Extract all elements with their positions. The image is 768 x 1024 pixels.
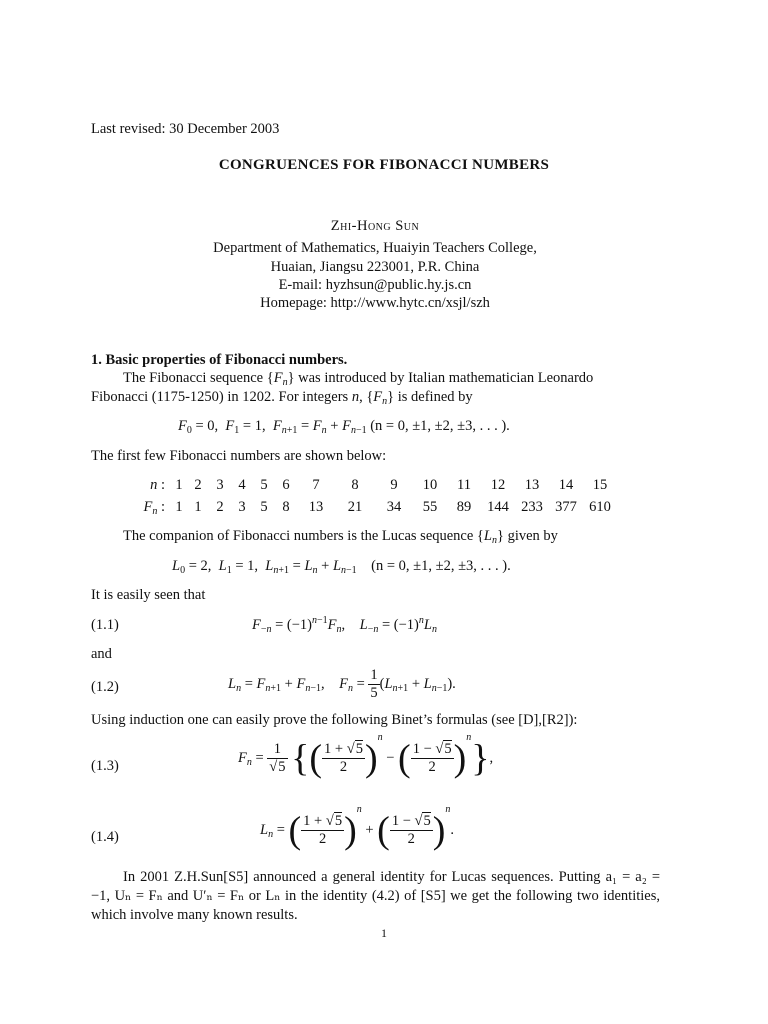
equation-label-1-1: (1.1) (91, 617, 119, 633)
page-number: 1 (381, 926, 387, 940)
intro-line-1: The Fibonacci sequence $\{F_n\}$ was introduced by Italian mathematician Leonardo (123, 370, 594, 388)
section-heading: 1. Basic properties of Fibonacci numbers. (91, 352, 348, 368)
equation-label-1-4: (1.4) (91, 829, 119, 845)
fibonacci-table (127, 474, 617, 518)
table-cell: 1 (175, 498, 183, 515)
table-label-fn: $F_n$ : (143, 498, 165, 517)
equation-1-1: $F_{-n} = (-1)^{n-1}F_n$, $L_{-n} = (-1)^nL_n$ (252, 615, 437, 635)
companion-text: The companion of Fibonacci numbers is the Lucas sequence $\{L_n\}$ given by (123, 528, 558, 546)
table-row-n (127, 474, 617, 496)
table-row-fn (127, 496, 617, 518)
table-cell: 8 (351, 476, 359, 493)
table-cell: 1 (175, 476, 183, 493)
first-few-text: The first few Fibonacci numbers are shown below: (91, 448, 387, 464)
table-cell: 14 (558, 476, 574, 493)
table-cell: 2 (194, 476, 202, 493)
recurrence-equation: $F_0 = 0$, $F_1 = 1$, $F_{n+1} = F_n + F_{n-1}$ (n = 0, ±1, ±2, ±3, . . . ). (178, 418, 510, 436)
table-cell: 5 (260, 476, 268, 493)
table-cell: 89 (456, 498, 472, 515)
table-cell: 8 (282, 498, 290, 515)
affiliation-homepage: Homepage: http://www.hytc.cn/xsjl/szh (260, 295, 490, 311)
equation-1-4: $L_n$ = ( $\frac{1 + √5}{2}$ )$^n$ + ( $\frac{1 - √5}{2}$ )$^n$. (260, 804, 454, 852)
table-cell: 2 (216, 498, 224, 515)
intro-line-2: Fibonacci (1175-1250) in 1202. For integers n, $\{F_n\}$ is defined by (91, 389, 473, 407)
table-cell: 3 (216, 476, 224, 493)
equation-1-3: $F_n$ = $\frac{1}{√5}$ {( $\frac{1 + √5}{2}$ )$^n$ − ( $\frac{1 - √5}{2}$ )$^n$}, (238, 732, 494, 780)
and-text: and (91, 646, 112, 662)
table-cell: 34 (386, 498, 402, 515)
revision-date: Last revised: 30 December 2003 (91, 121, 280, 137)
table-cell: 15 (592, 476, 608, 493)
table-cell: 11 (457, 476, 471, 493)
table-cell: 21 (347, 498, 363, 515)
paper-title: CONGRUENCES FOR FIBONACCI NUMBERS (218, 157, 550, 173)
table-cell: 12 (490, 476, 506, 493)
table-cell: 6 (282, 476, 290, 493)
equation-1-2: $L_n = F_{n+1} + F_{n-1}$, $F_n$ = $\frac{1}{5}$ $(L_{n+1} + L_{n-1})$. (228, 667, 456, 701)
author-name: Zhi-Hong Sun (330, 218, 420, 234)
table-cell: 1 (194, 498, 202, 515)
table-cell: 377 (555, 498, 577, 515)
table-cell: 3 (238, 498, 246, 515)
table-cell: 9 (390, 476, 398, 493)
induction-text: Using induction one can easily prove the following Binet’s formulas (see [D],[R2]): (91, 712, 578, 728)
table-label-n: n : (150, 476, 165, 493)
table-cell: 233 (521, 498, 543, 515)
table-cell: 5 (260, 498, 268, 515)
table-cell: 4 (238, 476, 246, 493)
table-cell: 13 (308, 498, 324, 515)
table-cell: 10 (422, 476, 438, 493)
closing-paragraph: In 2001 Z.H.Sun[S5] announced a general identity for Lucas sequences. Putting a₁ = a₂ = −1, Uₙ = Fₙ and U′ₙ = Fₙ or Lₙ in the identity (4.2) of [S5] we get the following two identities, which involve many known results. (91, 869, 660, 923)
table-cell: 55 (422, 498, 438, 515)
table-cell: 144 (487, 498, 509, 515)
affiliation-email: E-mail: hyzhsun@public.hy.js.cn (278, 277, 472, 293)
lucas-recurrence: $L_0 = 2$, $L_1 = 1$, $L_{n+1} = L_n + L_{n-1}$ (n = 0, ±1, ±2, ±3, . . . ). (172, 558, 511, 576)
easily-seen-text: It is easily seen that (91, 587, 206, 603)
table-cell: 7 (312, 476, 320, 493)
table-cell: 13 (524, 476, 540, 493)
affiliation-line-2: Huaian, Jiangsu 223001, P.R. China (270, 259, 480, 275)
equation-label-1-2: (1.2) (91, 679, 119, 695)
affiliation-line-1: Department of Mathematics, Huaiyin Teachers College, (213, 240, 537, 256)
equation-label-1-3: (1.3) (91, 758, 119, 774)
table-cell: 610 (589, 498, 611, 515)
